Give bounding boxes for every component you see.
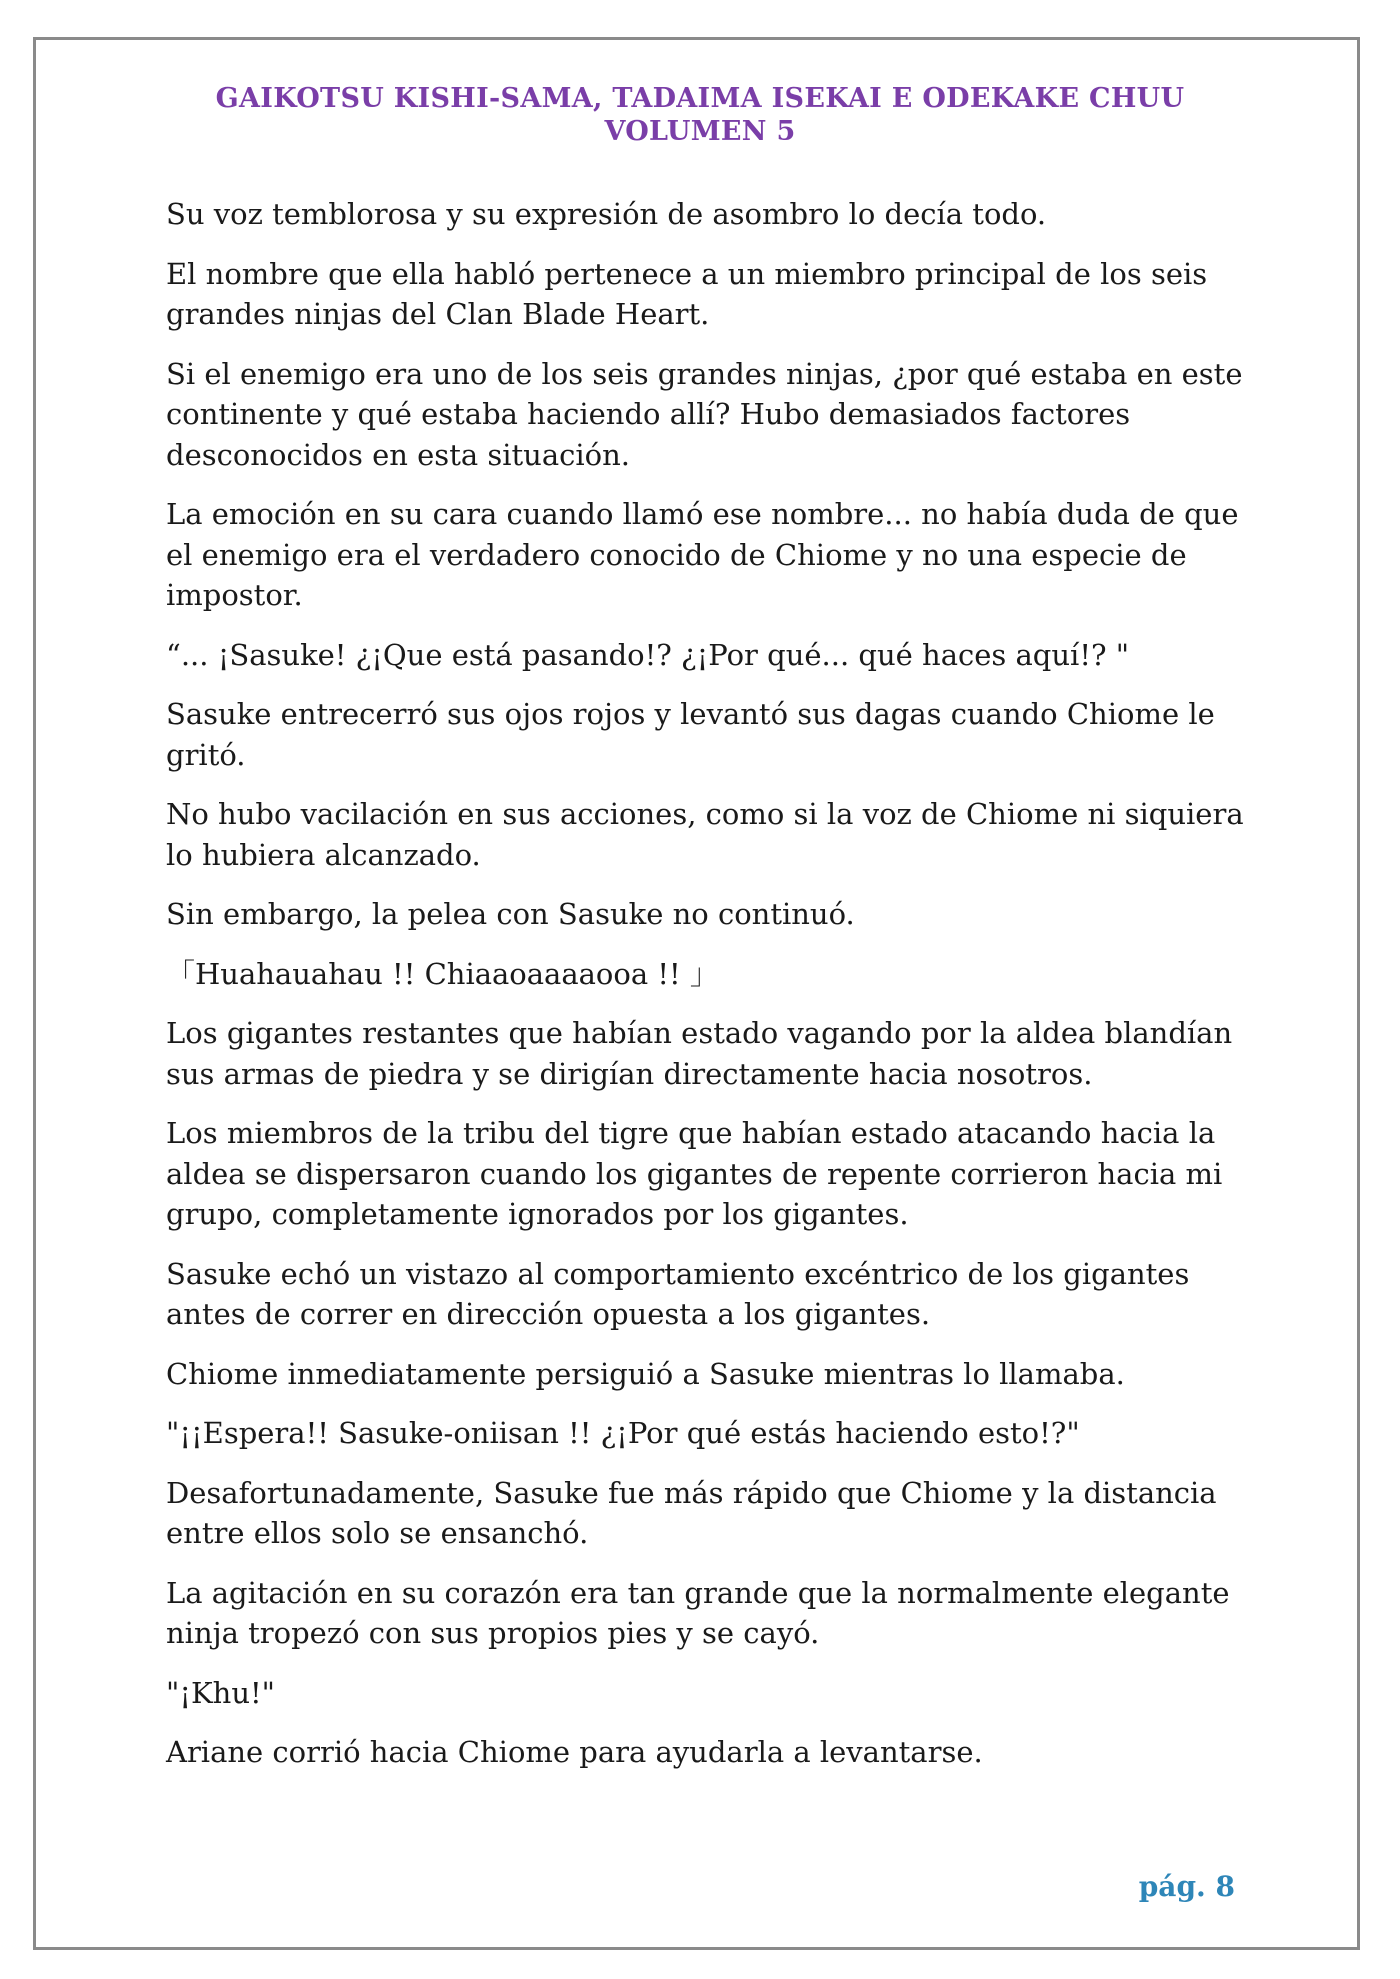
paragraph: Los miembros de la tribu del tigre que habían estado atacando hacia la aldea se dispersaron cuando los gigantes de repente corrieron hacia mi grupo, completamente ignorados por los gigantes. bbox=[166, 1116, 1223, 1231]
paragraph: "¡Khu!" bbox=[166, 1675, 276, 1710]
document-header bbox=[0, 82, 1400, 148]
paragraph: Sasuke echó un vistazo al comportamiento excéntrico de los gigantes antes de correr en dirección opuesta a los gigantes. bbox=[166, 1256, 1190, 1331]
page-number: pág. 8 bbox=[1138, 1870, 1235, 1903]
paragraph: “... ¡Sasuke! ¿¡Que está pasando!? ¿¡Por qué... qué haces aquí!? " bbox=[166, 637, 1130, 672]
document-body bbox=[166, 194, 1244, 1792]
paragraph: 「Huahauahau !! Chiaaoaaaaooa !! 」 bbox=[166, 956, 719, 991]
header-title: GAIKOTSU KISHI-SAMA, TADAIMA ISEKAI E ODEKAKE CHUU bbox=[215, 83, 1185, 114]
paragraph: Sasuke entrecerró sus ojos rojos y levantó sus dagas cuando Chiome le gritó. bbox=[166, 697, 1215, 772]
paragraph: Chiome inmediatamente persiguió a Sasuke mientras lo llamaba. bbox=[166, 1356, 1125, 1391]
paragraph: Su voz temblorosa y su expresión de asombro lo decía todo. bbox=[166, 197, 1047, 231]
paragraph: Los gigantes restantes que habían estado vagando por la aldea blandían sus armas de piedra y se dirigían directamente hacia nosotros. bbox=[166, 1016, 1233, 1091]
paragraph: No hubo vacilación en sus acciones, como si la voz de Chiome ni siquiera lo hubiera alcanzado. bbox=[166, 797, 1244, 872]
paragraph: "¡¡Espera!! Sasuke-oniisan !! ¿¡Por qué estás haciendo esto!?" bbox=[166, 1416, 1080, 1450]
paragraph: Sin embargo, la pelea con Sasuke no continuó. bbox=[166, 897, 855, 931]
paragraph: Desafortunadamente, Sasuke fue más rápido que Chiome y la distancia entre ellos solo se ensanchó. bbox=[166, 1475, 1217, 1550]
header-volume: VOLUMEN 5 bbox=[604, 116, 796, 147]
paragraph: Ariane corrió hacia Chiome para ayudarla a levantarse. bbox=[166, 1735, 983, 1769]
paragraph: El nombre que ella habló pertenece a un miembro principal de los seis grandes ninjas del Clan Blade Heart. bbox=[166, 256, 1208, 331]
paragraph: La emoción en su cara cuando llamó ese nombre... no había duda de que el enemigo era el verdadero conocido de Chiome y no una especie de impostor. bbox=[166, 497, 1239, 612]
paragraph: Si el enemigo era uno de los seis grandes ninjas, ¿por qué estaba en este continente y qué estaba haciendo allí? Hubo demasiados factores desconocidos en esta situación. bbox=[166, 356, 1243, 472]
paragraph: La agitación en su corazón era tan grande que la normalmente elegante ninja tropezó con sus propios pies y se cayó. bbox=[166, 1575, 1230, 1650]
